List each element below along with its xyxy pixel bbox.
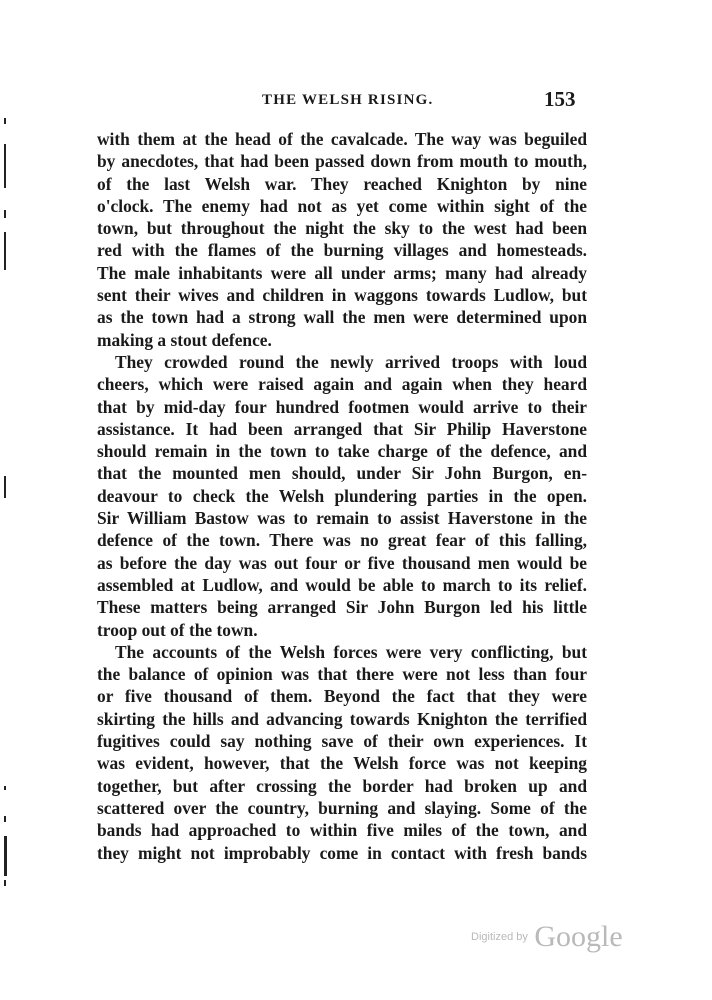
margin-mark <box>4 836 7 876</box>
text-line: sent their wives and children in waggons towards Ludlow, but <box>97 285 587 306</box>
text-line: they might not improbably come in contact with fresh bands <box>97 842 587 863</box>
text-line: o'clock. The enemy had not as yet come within sight of the <box>97 195 587 216</box>
text-line: the balance of opinion was that there were not less than four <box>97 664 587 685</box>
digitized-watermark <box>471 920 623 954</box>
text-line: These matters being arranged Sir John Burgon led his little <box>97 597 587 618</box>
text-line: that by mid-day four hundred footmen would arrive to their <box>97 396 587 417</box>
margin-mark <box>4 232 6 270</box>
margin-mark <box>4 476 6 498</box>
text-line: defence of the town. There was no great fear of this falling, <box>97 530 587 551</box>
text-line: Sir William Bastow was to remain to assist Haverstone in the <box>97 508 587 529</box>
text-line: as the town had a strong wall the men were determined upon <box>97 307 587 328</box>
text-line: town, but throughout the night the sky to the west had been <box>97 218 587 239</box>
text-line: was evident, however, that the Welsh force was not keeping <box>97 753 587 774</box>
text-line: that the mounted men should, under Sir John Burgon, en- <box>97 463 587 484</box>
margin-mark <box>4 144 6 188</box>
text-line: with them at the head of the cavalcade. The way was beguiled <box>97 129 587 149</box>
running-head: THE WELSH RISING. <box>262 92 434 108</box>
text-line: The male inhabitants were all under arms; many had already <box>97 262 587 283</box>
margin-mark <box>4 118 6 124</box>
text-line: as before the day was out four or five thousand men would be <box>97 552 587 573</box>
text-line: deavour to check the Welsh plundering parties in the open. <box>97 485 587 506</box>
digitized-by-label: Digitized by <box>471 931 528 943</box>
text-line: fugitives could say nothing save of their own experiences. It <box>97 731 587 752</box>
text-line: by anecdotes, that had been passed down from mouth to mouth, <box>97 151 587 172</box>
text-line: assembled at Ludlow, and would be able to march to its relief. <box>97 574 587 595</box>
text-line: The accounts of the Welsh forces were very conflicting, but <box>115 641 587 662</box>
margin-mark <box>4 210 6 218</box>
text-line: scattered over the country, burning and slaying. Some of the <box>97 797 587 818</box>
text-line: assistance. It had been arranged that Sir Philip Haverstone <box>97 418 587 439</box>
margin-mark <box>4 786 6 790</box>
text-line: of the last Welsh war. They reached Knighton by nine <box>97 173 587 194</box>
text-line: bands had approached to within five miles of the town, and <box>97 820 587 841</box>
google-logo: Google <box>534 920 623 953</box>
paragraph <box>97 128 587 351</box>
body-text <box>97 128 587 864</box>
text-line: cheers, which were raised again and again when they heard <box>97 374 587 395</box>
text-line: skirting the hills and advancing towards Knighton the terrified <box>97 708 587 729</box>
text-line: should remain in the town to take charge of the defence, and <box>97 441 587 462</box>
margin-mark <box>4 880 6 886</box>
text-line: red with the flames of the burning villages and homesteads. <box>97 240 587 261</box>
text-line: They crowded round the newly arrived troops with loud <box>115 351 587 372</box>
page-number: 153 <box>544 87 576 111</box>
paragraph <box>97 351 587 641</box>
margin-mark <box>4 816 6 822</box>
paragraph <box>97 641 587 864</box>
text-line: making a stout defence. <box>97 329 272 350</box>
text-line: troop out of the town. <box>97 619 258 640</box>
text-line: or five thousand of them. Beyond the fact that they were <box>97 686 587 707</box>
text-line: together, but after crossing the border had broken up and <box>97 775 587 796</box>
